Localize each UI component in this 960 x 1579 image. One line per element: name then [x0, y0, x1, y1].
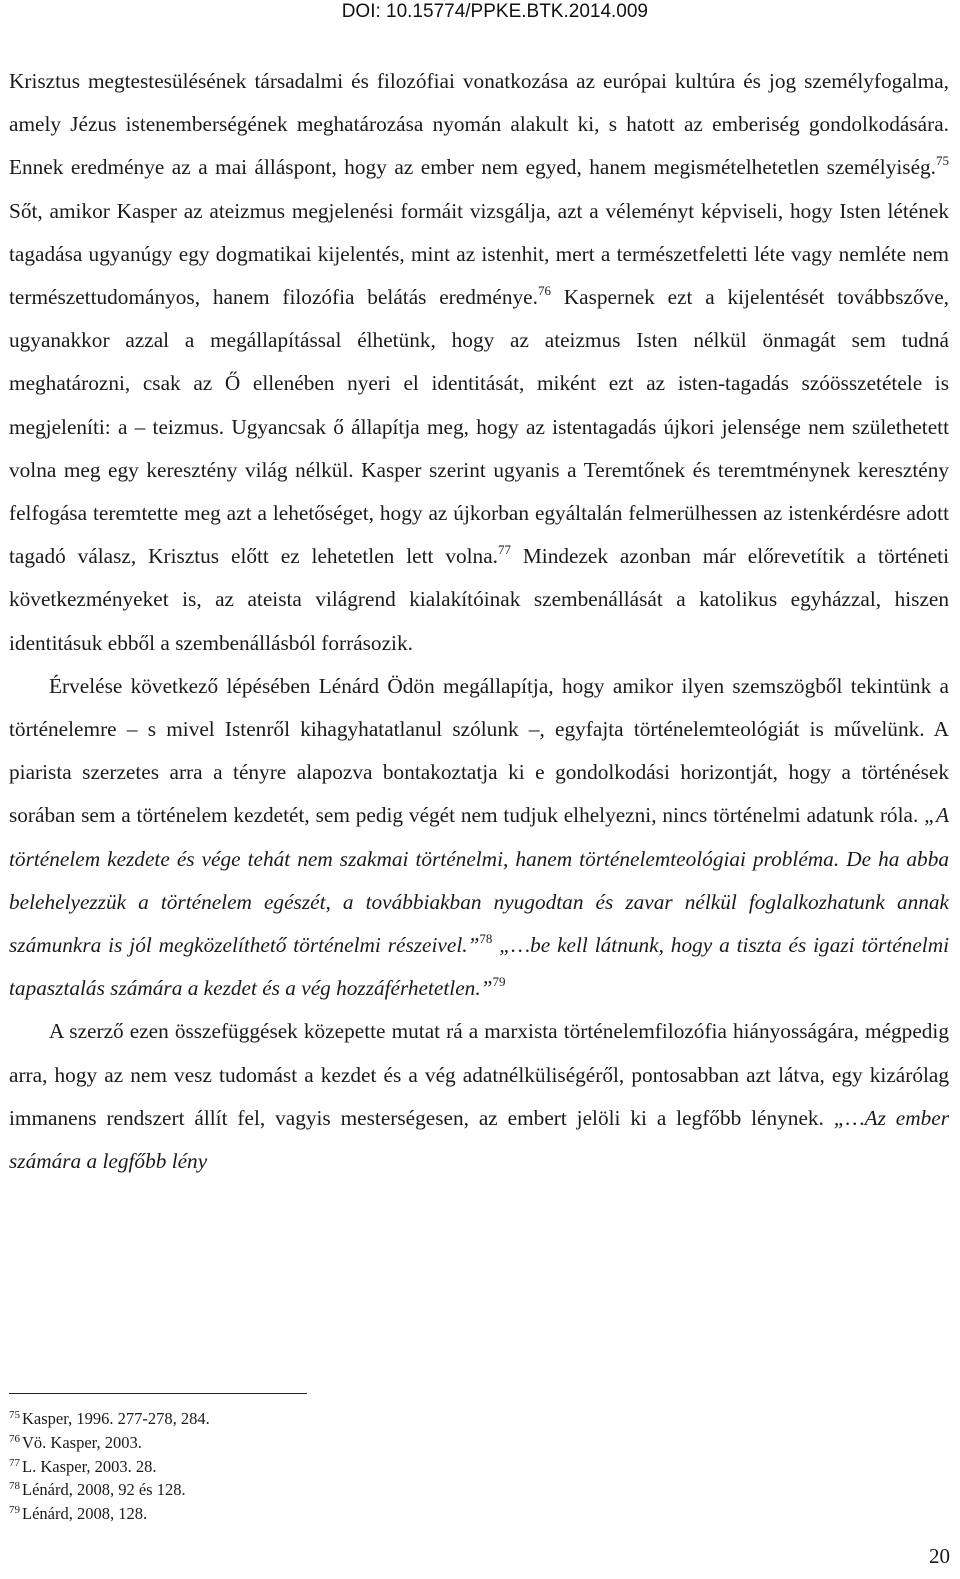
footnote [9, 1478, 709, 1502]
footnote [9, 1502, 709, 1526]
paragraph-text: Krisztus megtestesülésének társadalmi és filozófiai vonatkozása az európai kultúra és jog személyfogalma, amely Jézus istenemberségének meghatározása nyomán alakult ki, s hatott az emberiség gondolkodására. Ennek eredménye az a mai álláspont, hogy az ember nem egyed, hanem megismételhetetlen személyiség. [9, 69, 949, 180]
footnote-text: Vö. Kasper, 2003. [22, 1432, 142, 1452]
footnote-ref-79: 79 [492, 974, 506, 990]
footnote-ref-77: 77 [497, 542, 511, 558]
footnote-text: Kasper, 1996. 277-278, 284. [22, 1409, 210, 1428]
footnote [9, 1455, 709, 1479]
doi-header: DOI: 10.15774/PPKE.BTK.2014.009 [341, 1, 648, 22]
footnote-text: L. Kasper, 2003. 28. [22, 1456, 157, 1476]
paragraph-text: Mindezek azonban már előrevetítik a történeti következményeket is, az ateista világrend kialakítóinak szembenállását a katolikus egyházzal, hiszen identitásuk ebből a szembenállásból forrásozik. [9, 544, 949, 655]
page-number: 20 [929, 1544, 950, 1568]
paragraph-text: Kaspernek ezt a kijelentését továbbszőve, ugyanakkor azzal a megállapítással élhetünk, hogy az ateizmus Isten nélkül önmagát sem tudná meghatározni, csak az Ő ellenében nyeri el identitását, miként ezt az isten-tagadás szóösszetétele is megjeleníti: a – teizmus. Ugyancsak ő állapítja meg, hogy az istentagadás újkori jelensége nem születhetett volna meg egy keresztény világ nélkül. Kasper szerint ugyanis a Teremtőnek és teremtménynek keresztény felfogása teremtette meg azt a lehetőséget, hogy az újkorban egyáltalán felmerülhessen az istenkérdésre adott tagadó válasz, Krisztus előtt ez lehetetlen lett volna. [9, 285, 950, 569]
quote-text: „…Az ember számára a legfőbb lény [9, 1105, 950, 1174]
paragraph-3 [9, 1010, 949, 1183]
footnote [9, 1407, 709, 1431]
paragraph-1 [9, 60, 949, 665]
footnote-number: 76 [9, 1432, 20, 1445]
footnote-number: 77 [9, 1456, 20, 1469]
main-text [9, 60, 949, 1183]
quote-text: „…be kell látnunk, hogy a tiszta és igazi történelmi tapasztalás számára a kezdet és a vég hozzáférhetetlen.” [9, 933, 949, 1001]
footnote-separator [9, 1393, 307, 1394]
footnote-text: Lénárd, 2008, 92 és 128. [22, 1480, 186, 1500]
footnotes [9, 1407, 709, 1526]
footnote-number: 75 [9, 1409, 20, 1421]
footnote-text: Lénárd, 2008, 128. [22, 1504, 148, 1524]
footnote [9, 1431, 709, 1455]
paragraph-text: Sőt, amikor Kasper az ateizmus megjelenési formáit vizsgálja, azt a véleményt képviseli, hogy Isten létének tagadása ugyanúgy egy dogmatikai kijelentés, mint az istenhit, mert a természetfeletti léte vagy nemléte nem természettudományos, hanem filozófia belátás eredménye. [9, 198, 949, 310]
paragraph-2 [9, 665, 949, 1011]
footnote-number: 78 [9, 1480, 20, 1493]
footnote-number: 79 [9, 1504, 20, 1517]
footnote-ref-78: 78 [479, 931, 493, 947]
footnote-ref-76: 76 [537, 283, 551, 299]
paragraph-text: Érvelése következő lépésében Lénárd Ödön megállapítja, hogy amikor ilyen szemszögből tekintünk a történelemre – s mivel Istenről kihagyhatatlanul szólunk –, egyfajta történelemteológiát is művelünk. A piarista szerzetes arra a tényre alapozva bontakoztatja ki e gondolkodási horizontját, hogy a történések sorában sem a történelem kezdetét, sem pedig végét nem tudjuk elhelyezni, nincs történelmi adatunk róla. [9, 673, 949, 828]
paragraph-text: A szerző ezen összefüggések közepette mutat rá a marxista történelemfilozófia hiányosságára, mégpedig arra, hogy az nem vesz tudomást a kezdet és a vég adatnélküliségéről, pontosabban azt látva, egy kizárólag immanens rendszert állít fel, vagyis mesterségesen, az embert jelöli ki a legfőbb lénynek. [9, 1019, 949, 1130]
quote-text: „A történelem kezdete és vége tehát nem szakmai történelmi, hanem történelemteológiai probléma. De ha abba belehelyezzük a történelem egészét, a továbbiakban nyugodtan és zavar nélkül foglalkozhatunk annak számunkra is jól megközelíthető történelmi részeivel.” [9, 803, 949, 958]
footnote-ref-75: 75 [936, 153, 949, 169]
